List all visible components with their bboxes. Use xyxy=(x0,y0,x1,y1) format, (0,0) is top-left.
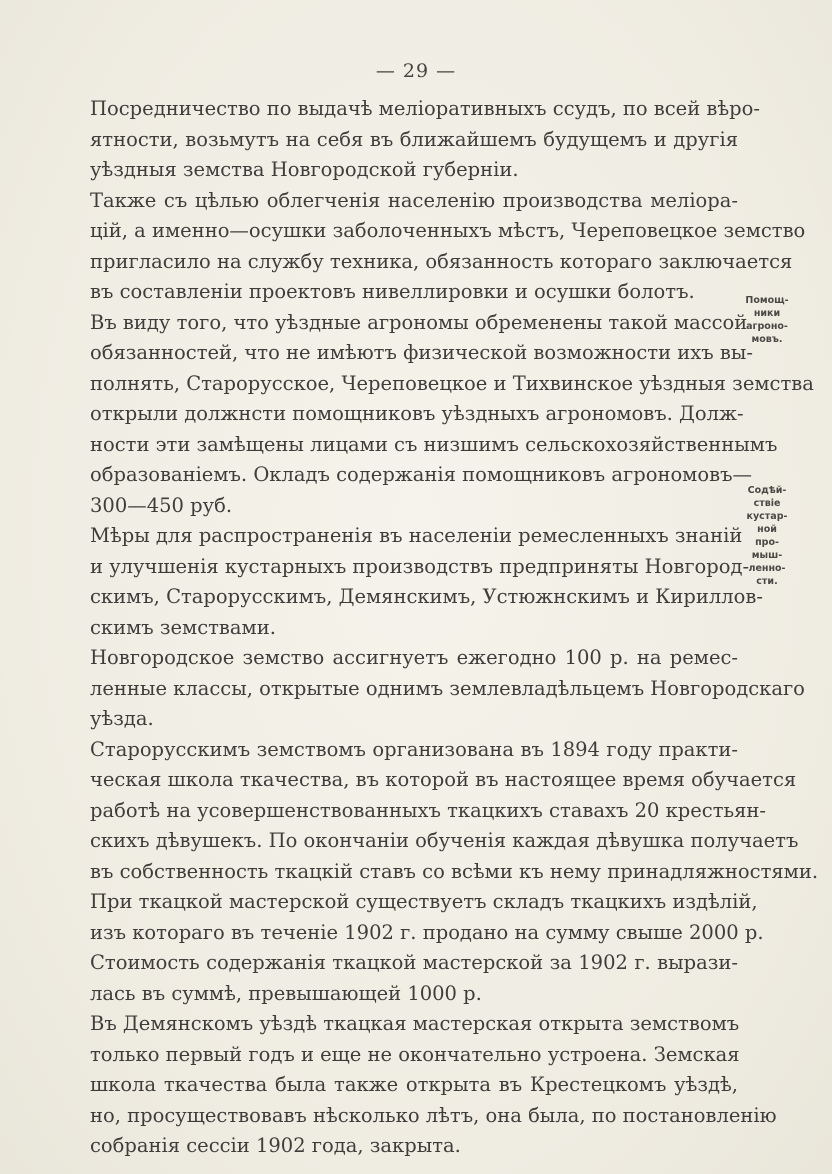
text-line: Въ Демянскомъ уѣздѣ ткацкая мастерская открыта земствомъ xyxy=(90,1012,740,1035)
text-line: цій, а именно—осушки заболоченныхъ мѣстъ, Череповецкое земство xyxy=(90,219,806,242)
text-line: въ составленіи проектовъ нивеллировки и осушки болотъ. xyxy=(90,280,695,303)
text-line: 300—450 руб. xyxy=(90,493,233,517)
text-line: ческая школа ткачества, въ которой въ настоящее время обучается xyxy=(90,768,797,791)
text-line: Посредничество по выдачѣ меліоративныхъ ссудъ, по всей вѣро- xyxy=(90,97,760,120)
text-line: обязанностей, что не имѣютъ физической возможности ихъ вы- xyxy=(90,341,753,364)
text-line: но, просуществовавъ нѣсколько лѣтъ, она была, по постановленію xyxy=(90,1103,777,1127)
margin-note-line: мыш- xyxy=(751,550,783,561)
margin-note-line: про- xyxy=(755,537,779,548)
margin-note-line: ной xyxy=(757,524,777,535)
margin-note-line: Содѣй- xyxy=(747,485,787,496)
text-line: скимъ, Старорусскимъ, Демянскимъ, Устюжнскимъ и Кириллов- xyxy=(90,585,763,608)
text-line: Также съ цѣлью облегченія населенію производства меліора- xyxy=(90,188,738,212)
text-line: ленные классы, открытые однимъ землевладѣльцемъ Новгородскаго xyxy=(90,676,805,700)
margin-note-line: ники xyxy=(753,308,781,319)
text-line: При ткацкой мастерской существуетъ складъ ткацкихъ издѣлій, xyxy=(90,890,758,913)
margin-note-line: мовъ. xyxy=(751,334,783,345)
text-line: ности эти замѣщены лицами съ низшимъ сельскохозяйственнымъ xyxy=(90,432,778,456)
margin-note-line: агроно- xyxy=(746,321,788,332)
margin-note-line: кустар- xyxy=(746,511,788,522)
text-line: только первый годъ и еще не окончательно устроена. Земская xyxy=(90,1042,740,1066)
text-line: Новгородское земство ассигнуетъ ежегодно 100 р. на ремес- xyxy=(90,646,738,669)
text-line: скихъ дѣвушекъ. По окончаніи обученія каждая дѣвушка получаетъ xyxy=(90,829,799,852)
text-line: работѣ на усовершенствованныхъ ткацкихъ ставахъ 20 крестьян- xyxy=(90,798,767,822)
margin-note-line: ствіе xyxy=(753,498,781,509)
text-line: полнять, Старорусское, Череповецкое и Тихвинское уѣздныя земства xyxy=(90,371,814,395)
text-line: уѣздныя земства Новгородской губерніи. xyxy=(90,158,519,181)
text-line: въ собственность ткацкій ставъ со всѣми къ нему принадляжностями. xyxy=(90,859,819,883)
text-line: Стоимость содержанія ткацкой мастерской за 1902 г. вырази- xyxy=(90,951,738,974)
margin-note-line: сти. xyxy=(756,576,778,587)
text-line: ятности, возьмутъ на себя въ ближайшемъ будущемъ и другія xyxy=(90,127,738,151)
text-line: открыли должнсти помощниковъ уѣздныхъ агрономовъ. Долж- xyxy=(90,402,744,425)
text-line: изъ котораго въ теченіе 1902 г. продано на сумму свыше 2000 р. xyxy=(90,920,764,944)
text-line: уѣзда. xyxy=(90,707,154,730)
text-line: Старорусскимъ земствомъ организована въ 1894 году практи- xyxy=(90,737,738,761)
page-number: — 29 — xyxy=(375,60,457,82)
margin-note-line: Помощ- xyxy=(745,295,789,306)
text-line: скимъ земствами. xyxy=(90,615,276,639)
margin-note-line: ленно- xyxy=(748,563,786,574)
text-line: пригласило на службу техника, обязанность котораго заключается xyxy=(90,249,793,273)
margin-note-assistants xyxy=(740,294,794,346)
margin-note-crafts xyxy=(740,484,794,588)
text-line: собранія сессіи 1902 года, закрыта. xyxy=(90,1134,461,1157)
text-line: Мѣры для распространенія въ населеніи ремесленныхъ знаній xyxy=(90,524,743,547)
text-line: образованіемъ. Окладъ содержанія помощниковъ агрономовъ— xyxy=(90,463,752,486)
text-line: школа ткачества была также открыта въ Крестецкомъ уѣздѣ, xyxy=(90,1073,738,1096)
text-line: лась въ суммѣ, превышающей 1000 р. xyxy=(90,981,482,1005)
text-line: и улучшенія кустарныхъ производствъ предприняты Новгород- xyxy=(90,554,750,578)
text-line: Въ виду того, что уѣздные агрономы обременены такой массой xyxy=(90,310,748,334)
